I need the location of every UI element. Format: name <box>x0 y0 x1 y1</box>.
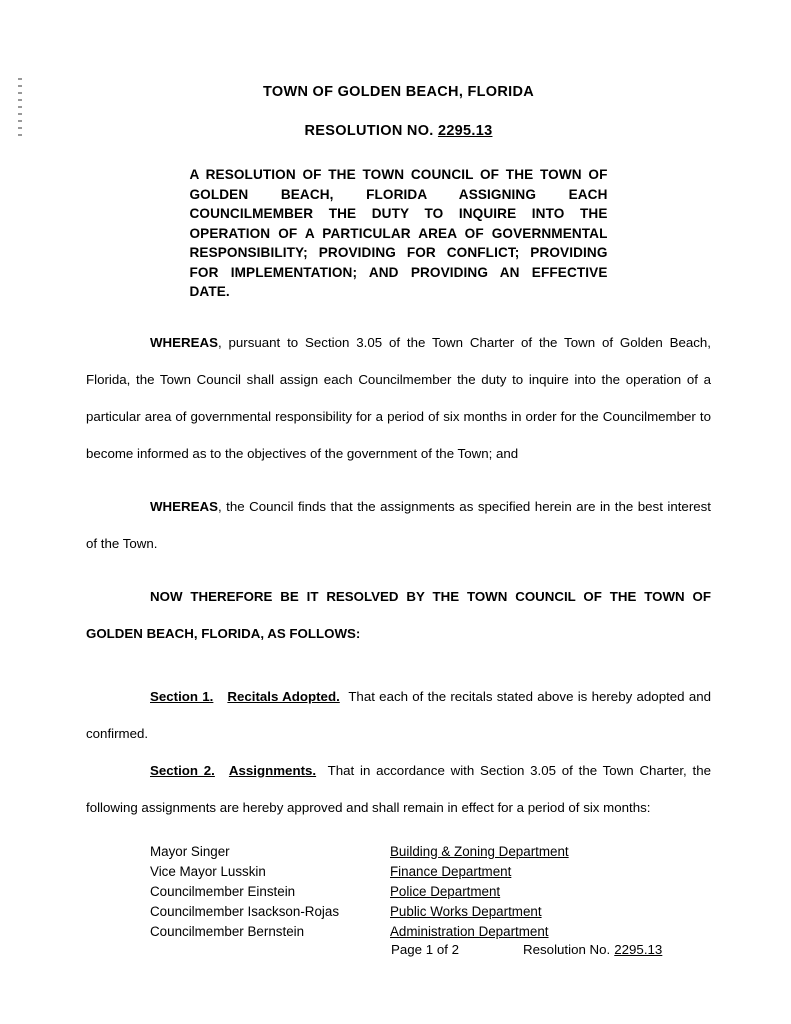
whereas-lead-1: WHEREAS <box>150 334 218 350</box>
section-1-text: That each of the recitals stated above is hereby adopted and confirmed. <box>86 688 712 741</box>
footer-resolution-label: Resolution No. <box>523 942 611 957</box>
table-row <box>150 902 569 922</box>
page-footer <box>86 942 711 957</box>
assignment-department: Building & Zoning Department <box>390 843 569 859</box>
table-row <box>150 922 569 942</box>
assignments-table <box>150 842 569 942</box>
assignment-member: Mayor Singer <box>150 843 230 859</box>
section-2-title: Assignments. <box>228 762 317 778</box>
whereas-paragraph-1 <box>86 324 711 472</box>
footer-page-number: Page 1 of 2 <box>391 942 460 957</box>
document-text-block <box>86 324 711 826</box>
section-2-label: Section 2. <box>150 762 215 778</box>
resolution-caption: A RESOLUTION OF THE TOWN COUNCIL OF THE TOWN OF GOLDEN BEACH, FLORIDA ASSIGNING EACH COUNCILMEMBER THE DUTY TO INQUIRE INTO THE OPERATION OF A PARTICULAR AREA OF GOVERNMENTAL RESPONSIBILITY; PROVIDING FOR CONFLICT; PROVIDING FOR IMPLEMENTATION; AND PROVIDING AN EFFECTIVE DATE. <box>189 167 608 299</box>
whereas-text-2: , the Council finds that the assignments as specified herein are in the best interest of the Town. <box>86 498 711 551</box>
whereas-lead-2: WHEREAS <box>150 498 218 514</box>
whereas-text-1: , pursuant to Section 3.05 of the Town Charter of the Town of Golden Beach, Florida, the Town Council shall assign each Councilmember the duty to inquire into the operation of a particular area of governmental responsibility for a period of six months in order for the Councilmember to become informed as to the objectives of the government of the Town; and <box>86 334 711 461</box>
paragraph-spacer <box>86 472 711 488</box>
section-2-text: That in accordance with Section 3.05 of the Town Charter, the following assignments are hereby approved and shall remain in effect for a period of six months: <box>86 762 711 815</box>
assignment-member: Councilmember Isackson-Rojas <box>150 903 340 919</box>
section-1-paragraph <box>86 678 711 752</box>
section-2-paragraph <box>86 752 711 826</box>
paragraph-spacer <box>86 652 711 678</box>
paragraph-spacer <box>86 562 711 578</box>
table-row <box>150 842 569 862</box>
section-1-label: Section 1. <box>150 688 214 704</box>
now-therefore-paragraph: NOW THEREFORE BE IT RESOLVED BY THE TOWN COUNCIL OF THE TOWN OF GOLDEN BEACH, FLORIDA, AS FOLLOWS: <box>86 588 711 641</box>
assignment-member: Councilmember Bernstein <box>150 923 305 939</box>
whereas-paragraph-2 <box>86 488 711 562</box>
assignment-member: Councilmember Einstein <box>150 883 296 899</box>
resolution-number: 2295.13 <box>437 123 493 139</box>
document-heading-resolution <box>86 123 711 139</box>
document-heading-town: TOWN OF GOLDEN BEACH, FLORIDA <box>262 84 535 100</box>
resolution-label: RESOLUTION NO. <box>304 123 434 139</box>
assignment-department: Police Department <box>390 883 501 899</box>
document-body <box>86 76 711 942</box>
assignment-department: Finance Department <box>390 863 512 879</box>
assignment-department: Public Works Department <box>390 903 542 919</box>
table-row <box>150 862 569 882</box>
table-row <box>150 882 569 902</box>
footer-resolution-number: 2295.13 <box>614 942 663 957</box>
assignment-department: Administration Department <box>390 923 549 939</box>
scan-edge-marks <box>18 78 22 140</box>
footer-resolution <box>523 942 662 957</box>
section-1-title: Recitals Adopted. <box>227 688 340 704</box>
assignment-member: Vice Mayor Lusskin <box>150 863 266 879</box>
